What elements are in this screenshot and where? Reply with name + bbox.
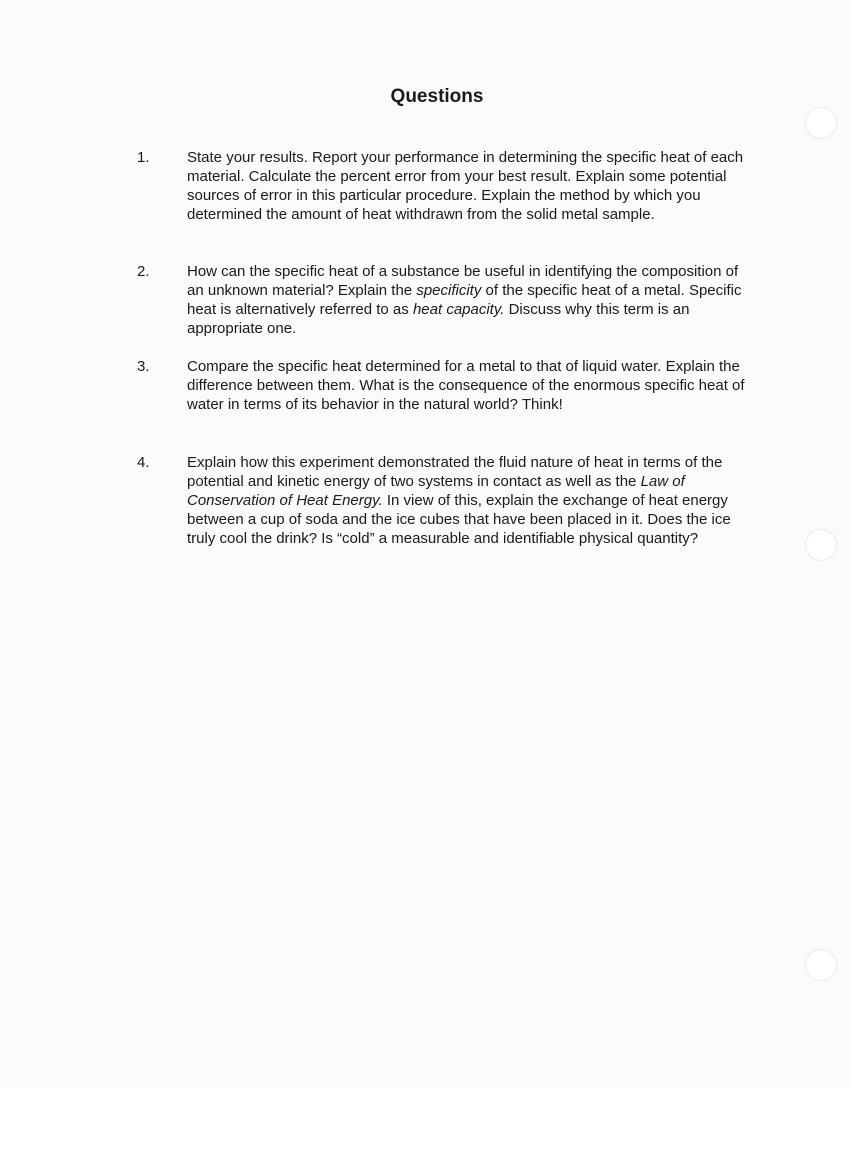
question-number: 1. bbox=[137, 149, 150, 166]
question-number: 4. bbox=[137, 454, 150, 471]
question-text bbox=[187, 148, 747, 224]
question-text-segment: Discuss why this term is an appropriate one. bbox=[187, 301, 690, 337]
binder-hole-top bbox=[806, 108, 836, 138]
question-text-segment: of the specific heat of a metal. Specific heat is alternatively referred to as bbox=[187, 282, 742, 318]
binder-hole-bottom bbox=[806, 950, 836, 980]
question-text bbox=[187, 262, 747, 338]
question-text-segment: State your results. Report your performance in determining the specific heat of each material. Calculate the percent error from your best result. Explain some potential sources of error in this particular procedure. Explain the method by which you determined the amount of heat withdrawn from the solid metal sample. bbox=[187, 149, 744, 223]
question-text-segment: Explain how this experiment demonstrated the fluid nature of heat in terms of the potential and kinetic energy of two systems in contact as well as the bbox=[187, 454, 723, 490]
question-text-segment: How can the specific heat of a substance be useful in identifying the composition of an unknown material? Explain the bbox=[187, 263, 739, 299]
question-emphasis: Law of Conservation of Heat Energy. bbox=[187, 473, 685, 509]
question-text-segment: Compare the specific heat determined for a metal to that of liquid water. Explain the difference between them. What is the consequence of the enormous specific heat of water in terms of its behavior in the natural world? Think! bbox=[187, 358, 745, 413]
binder-hole-middle bbox=[806, 530, 836, 560]
question-emphasis: specificity bbox=[416, 282, 482, 299]
question-number: 3. bbox=[137, 358, 150, 375]
scan-margin bbox=[0, 1088, 850, 1170]
question-number: 2. bbox=[137, 263, 150, 280]
question-text bbox=[187, 453, 747, 548]
question-emphasis: heat capacity. bbox=[412, 301, 505, 318]
page-title: Questions bbox=[390, 86, 484, 107]
question-text-segment: In view of this, explain the exchange of heat energy between a cup of soda and the ice cubes that have been placed in it. Does the ice truly cool the drink? Is “cold” a measurable and identifiable physical quantity? bbox=[187, 492, 731, 547]
question-text bbox=[187, 357, 747, 414]
